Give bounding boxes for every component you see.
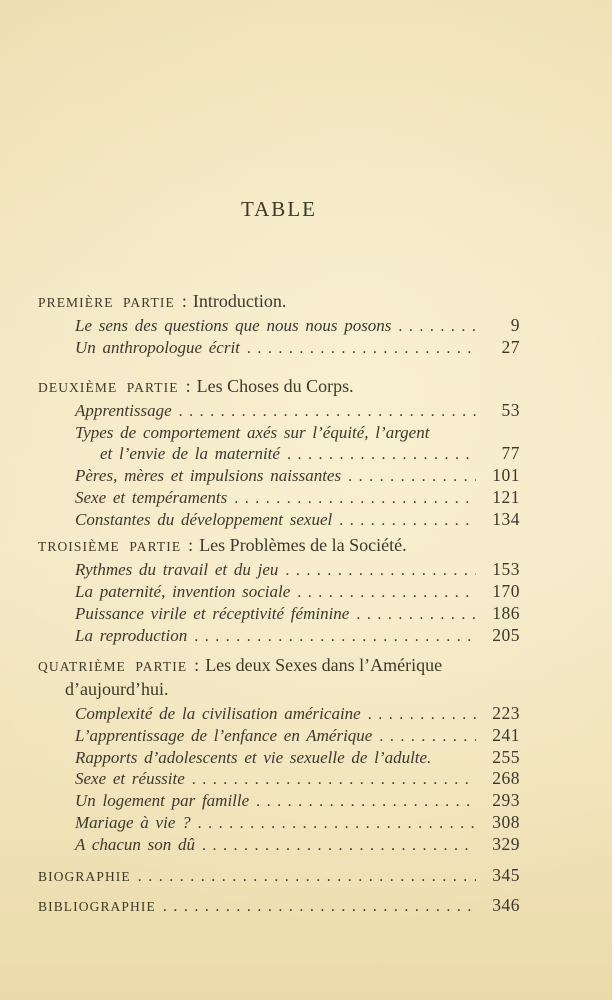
toc-entry [75,725,520,747]
entry-page-number: 346 [492,895,520,915]
entry-title: Pères, mères et impulsions naissantes [75,466,342,485]
entry-title-line1: Types de comportement axés sur l’équité, l’argent [75,423,430,442]
dot-leader [379,726,476,747]
entry-title: Rapports d’adolescents et vie sexuelle de l’adulte. [75,748,432,767]
toc-entry [75,487,520,509]
entry-page-number: 27 [501,337,520,357]
entry-title: Complexité de la civilisation américaine [75,704,361,723]
section-label: PREMIÈRE PARTIE [38,295,175,310]
entry-page-number: 223 [492,703,520,723]
entry-title: Sexe et réussite [75,769,185,788]
dot-leader [398,316,476,337]
toc-section-3 [38,534,520,647]
entry-page-number: 9 [510,315,520,335]
section-title: Les Choses du Corps. [196,376,354,396]
entry-title: Puissance virile et réceptivité féminine [75,604,350,623]
section-heading [38,534,520,558]
entry-page-number: 255 [492,747,520,767]
entry-page-number: 293 [492,790,520,810]
entry-continuation [100,443,520,465]
page-title: TABLE [241,197,317,221]
dot-leader [339,510,476,531]
dot-leader [192,769,476,790]
entry-title: Rythmes du travail et du jeu [75,560,279,579]
entry-title: BIOGRAPHIE [38,869,131,884]
toc-section-1 [38,290,520,359]
toc-entry [75,625,520,647]
section-label: DEUXIÈME PARTIE [38,380,179,395]
entry-page-number: 101 [492,465,520,485]
dot-leader [368,704,476,725]
entry-title: La paternité, invention sociale [75,582,291,601]
dot-leader [356,604,476,625]
toc-entry [75,581,520,603]
section-entries [75,400,520,531]
section-separator: : [188,535,194,555]
entry-page-number: 186 [492,603,520,623]
entry-page-number: 153 [492,559,520,579]
entry-title-line2: et l’envie de la maternité [100,444,280,463]
dot-leader [297,582,476,603]
entry-page-number: 241 [492,725,520,745]
entry-title: Sexe et tempéraments [75,488,228,507]
toc-entry [75,790,520,812]
toc-entry [75,747,520,768]
section-label: QUATRIÈME PARTIE [38,659,188,674]
section-title: Introduction. [192,291,287,311]
entry-title: Mariage à vie ? [75,813,191,832]
table-of-contents [38,0,520,917]
section-entries [75,559,520,647]
section-title-line2: d’aujourd’hui. [65,679,169,699]
section-separator: : [181,291,187,311]
entry-page-number: 329 [492,834,520,854]
entry-page-number: 205 [492,625,520,645]
toc-section-4 [38,654,520,856]
section-separator: : [194,655,200,675]
dot-leader [287,444,476,465]
section-title: Les Problèmes de la Société. [199,535,407,555]
entry-title: Apprentissage [75,401,172,420]
dot-leader [247,338,476,359]
toc-footer [38,865,520,917]
toc-section-2 [38,375,520,531]
entry-title: L’apprentissage de l’enfance en Amérique [75,726,373,745]
section-title: Les deux Sexes dans l’Amérique [205,655,443,675]
section-entries [75,315,520,359]
entry-title: La reproduction [75,626,188,645]
toc-entry-twoline [75,422,520,465]
toc-entry [75,834,520,856]
section-heading [38,375,520,399]
dot-leader [202,835,476,856]
dot-leader [138,866,476,887]
dot-leader [256,791,476,812]
entry-page-number: 134 [492,509,520,529]
toc-entry [75,768,520,790]
entry-page-number: 170 [492,581,520,601]
entry-title: Un logement par famille [75,791,250,810]
toc-entry-bibliographie [38,895,520,917]
entry-page-number: 308 [492,812,520,832]
entry-title: Un anthropologue écrit [75,338,240,357]
entry-title: A chacun son dû [75,835,196,854]
entry-title: BIBLIOGRAPHIE [38,899,156,914]
dot-leader [179,401,476,422]
toc-entry-biographie [38,865,520,887]
dot-leader [163,896,476,917]
entry-title: Constantes du développement sexuel [75,510,333,529]
section-label: TROISIÈME PARTIE [38,539,182,554]
section-separator: : [185,376,191,396]
toc-entry [75,315,520,337]
toc-entry [75,812,520,834]
section-heading [38,290,520,314]
entry-page-number: 121 [492,487,520,507]
toc-entry [75,703,520,725]
dot-leader [234,488,476,509]
section-heading [38,654,520,678]
dot-leader [348,466,476,487]
entry-page-number: 77 [501,443,520,463]
entry-page-number: 345 [492,865,520,885]
dot-leader [194,626,476,647]
section-entries [75,703,520,856]
toc-entry [75,400,520,422]
dot-leader [198,813,476,834]
toc-entry [75,509,520,531]
toc-entry [75,559,520,581]
toc-entry [75,337,520,359]
dot-leader [285,560,476,581]
entry-page-number: 268 [492,768,520,788]
toc-entry [75,603,520,625]
entry-page-number: 53 [501,400,520,420]
entry-title: Le sens des questions que nous nous posons [75,316,392,335]
toc-entry [75,465,520,487]
